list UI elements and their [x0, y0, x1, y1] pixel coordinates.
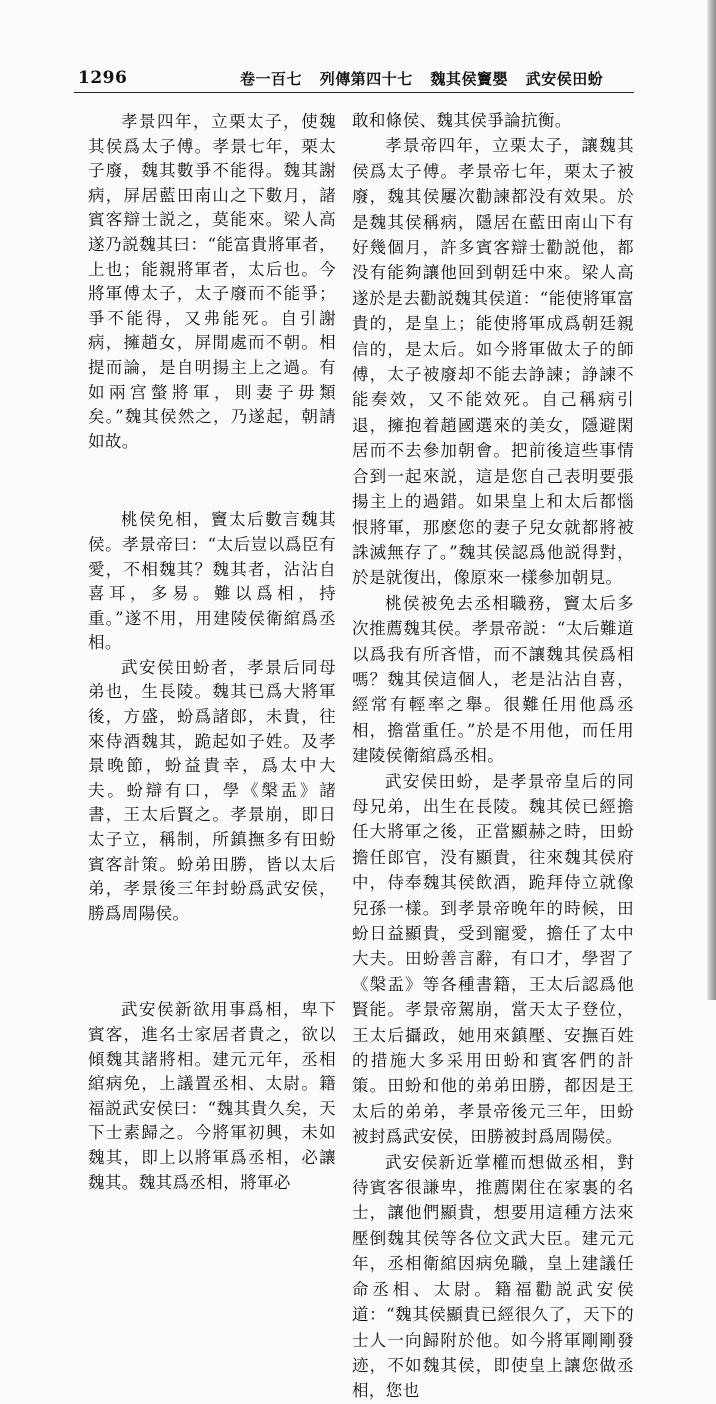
classical-paragraph-1: 孝景四年，立栗太子，使魏其侯爲太子傅。孝景七年，栗太子廢，魏其數爭不能得。魏其謝病，屏居藍田南山之下數月，諸賓客辯士説之，莫能來。梁人高遂乃説魏其曰：“能富貴將軍者，上也；能親將軍者，太后也。今將軍傅太子，太子廢而不能爭；爭不能得，又弗能死。自引謝病，擁趙女，屏閒處而不朝。相提而論，是自明揚主上之過。有如兩宫螫將軍，則妻子毋類矣。”魏其侯然之，乃遂起，朝請如故。: [88, 112, 336, 451]
chapter-title-2: 武安侯田蚡: [525, 70, 604, 88]
translation-column: [352, 108, 634, 1404]
classical-paragraph-2: 桃侯免相，竇太后數言魏其侯。孝景帝曰：“太后豈以爲臣有愛，不相魏其？魏其者，沾沾自喜耳，多易。難以爲相，持重。”遂不用，用建陵侯衛綰爲丞相。: [88, 510, 336, 653]
running-head: [240, 68, 615, 89]
translation-paragraph-4: 武安侯新近掌權而想做丞相，對待賓客很謙卑，推薦閑住在家裏的名士，讓他們顯貴，想要用這種方法來壓倒魏其侯等各位文武大臣。建元元年，丞相衛綰因病免職，皇上建議任命丞相、太尉。籍福勸説武安侯道：“魏其侯顯貴已經很久了，天下的士人一向歸附於他。如今將軍剛剛發迹，不如魏其侯，即使皇上讓您做丞相，您也: [352, 1152, 634, 1401]
classical-paragraph-4: 武安侯新欲用事爲相，卑下賓客，進名士家居者貴之，欲以傾魏其諸將相。建元元年，丞相綰病免，上議置丞相、太尉。籍福説武安侯曰：“魏其貴久矣，天下士素歸之。今將軍初興，未如魏其，即上以將軍爲丞相，必讓魏其。魏其爲丞相，將軍必: [88, 1000, 336, 1192]
translation-paragraph-0: 敢和條侯、魏其侯爭論抗衡。: [352, 111, 572, 130]
translation-paragraph-1: 孝景帝四年，立栗太子，讓魏其侯爲太子傅。孝景帝七年，栗太子被廢，魏其侯屢次勸諫都没有效果。於是魏其侯稱病，隱居在藍田南山下有好幾個月，許多賓客辯士勸説他，都没有能夠讓他回到朝廷中來。梁人高遂於是去勸説魏其侯道：“能使將軍富貴的，是皇上；能使將軍成爲朝廷親信的，是太后。如今將軍做太子的師傅，太子被廢却不能去諍諫；諍諫不能奏效，又不能效死。自己稱病引退，擁抱着趙國選來的美女，隱避閑居而不去參加朝會。把前後這些事情合到一起來説，這是您自己表明要張揚主上的過錯。如果皇上和太后都惱恨將軍，那麽您的妻子兒女就都將被誅滅無存了。”魏其侯認爲他説得對，於是就復出，像原來一樣參加朝見。: [352, 136, 634, 588]
translation-paragraph-3: 武安侯田蚡，是孝景帝皇后的同母兄弟，出生在長陵。魏其侯已經擔任大將軍之後，正當顯赫之時，田蚡擔任郎官，没有顯貴，往來魏其侯府中，侍奉魏其侯飲酒，跪拜侍立就像兒孫一樣。到孝景帝晚年的時候，田蚡日益顯貴，受到寵愛，擔任了太中大夫。田蚡善言辭，有口才，學習了《槃盂》等各種書籍，王太后認爲他賢能。孝景帝駕崩，當天太子登位，王太后攝政，她用來鎮壓、安撫百姓的措施大多采用田蚡和賓客們的計策。田蚡和他的弟弟田勝，都因是王太后的弟弟，孝景帝後元三年，田蚡被封爲武安侯，田勝被封爲周陽侯。: [352, 771, 634, 1147]
classical-paragraph-3: 武安侯田蚡者，孝景后同母弟也，生長陵。魏其已爲大將軍後，方盛，蚡爲諸郎，未貴，往來侍酒魏其，跪起如子姓。及孝景晚節，蚡益貴幸，爲太中大夫。蚡辯有口，學《槃盂》諸書，王太后賢之。孝景崩，即日太子立，稱制，所鎮撫多有田蚡賓客計策。蚡弟田勝，皆以太后弟，孝景後三年封蚡爲武安侯，勝爲周陽侯。: [88, 657, 336, 923]
header-rule: [74, 92, 634, 93]
volume-label: 卷一百七: [240, 70, 303, 88]
page-number: 1296: [78, 68, 128, 88]
book-spine-edge: [707, 0, 716, 1000]
section-label: 列傳第四十七: [319, 70, 413, 88]
chapter-title-1: 魏其侯竇嬰: [430, 70, 509, 88]
translation-paragraph-2: 桃侯被免去丞相職務，竇太后多次推薦魏其侯。孝景帝説：“太后難道以爲我有所吝惜，而不讓魏其侯爲相嗎？魏其侯這個人，老是沾沾自喜，經常有輕率之舉。很難任用他爲丞相，擔當重任。”於是不用他，而任用建陵侯衛綰爲丞相。: [352, 593, 634, 766]
classical-text-column: [88, 108, 336, 1195]
